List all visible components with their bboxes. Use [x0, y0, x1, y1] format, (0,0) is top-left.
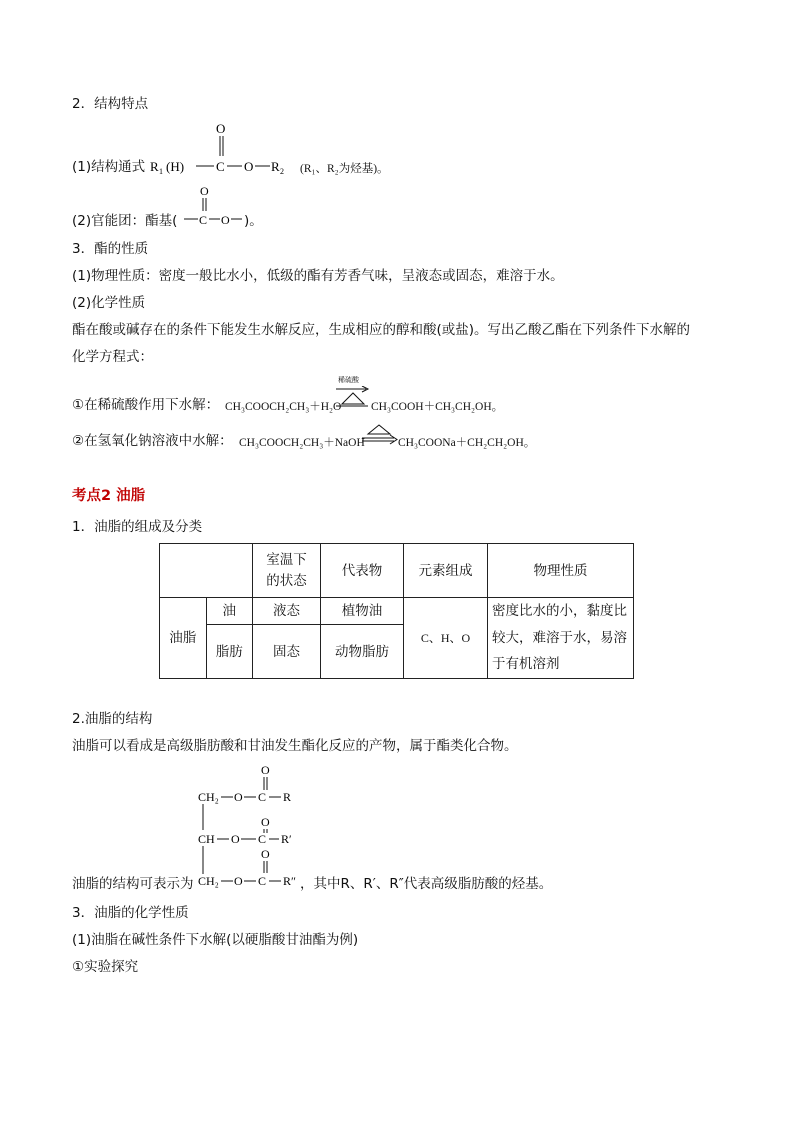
svg-text:O: O — [234, 790, 243, 804]
reaction-arrow-acid — [334, 386, 372, 410]
equation-acid-condition: 稀硫酸 — [338, 376, 359, 384]
formula-r1: R — [150, 159, 159, 174]
svg-text:CH₂: CH₂ — [198, 874, 219, 888]
formula-r2: R — [271, 159, 280, 174]
table-cell-fat-rep: 动物脂肪 — [321, 625, 404, 679]
physical-properties: (1)物理性质：密度一般比水小，低级的酯有芳香气味，呈液态或固态，难溶于水。 — [72, 268, 564, 284]
kaodian-heading: 考点2 油脂 — [72, 488, 146, 504]
general-formula-label: (1)结构通式 — [72, 159, 146, 175]
section-heading-properties: 3．酯的性质 — [72, 241, 149, 257]
svg-text:O: O — [234, 874, 243, 888]
svg-text:O: O — [261, 847, 270, 861]
section-heading-structure: 2．结构特点 — [72, 96, 149, 112]
table-header-state: 室温下的状态 — [253, 544, 321, 598]
formula-c: C — [216, 159, 225, 174]
svg-text:R: R — [283, 790, 292, 804]
functional-group-close: )。 — [244, 213, 263, 229]
formula-r1-sub: 1 — [159, 167, 163, 176]
formula-carbonyl-o: O — [216, 121, 226, 136]
table-cell-fat-state: 固态 — [253, 625, 321, 679]
svg-text:R″: R″ — [283, 874, 297, 888]
hydrolysis-paragraph-cont: 化学方程式： — [72, 349, 153, 365]
svg-text:C: C — [258, 874, 267, 888]
fat-structure-heading: 2.油脂的结构 — [72, 711, 153, 727]
reaction-arrow-base — [360, 424, 400, 446]
equation-acid-reactants: CH₃COOCH₂CH₃＋H₂O — [225, 401, 342, 413]
equation-base-label: ②在氢氧化钠溶液中水解： — [72, 433, 233, 449]
svg-text:R′: R′ — [281, 832, 292, 846]
svg-text:O: O — [261, 815, 270, 829]
ester-c: C — [199, 213, 208, 227]
general-formula-note: (R₁、R₂为烃基)。 — [300, 163, 389, 175]
svg-text:O: O — [261, 763, 270, 777]
table-header-representative: 代表物 — [321, 544, 404, 598]
svg-text:CH₂: CH₂ — [198, 790, 219, 804]
ester-o: O — [221, 213, 230, 227]
fat-alkaline-hydrolysis: (1)油脂在碱性条件下水解(以硬脂酸甘油酯为例) — [72, 932, 359, 948]
fat-formula-label: 油脂的结构可表示为 — [72, 876, 194, 892]
equation-acid-label: ①在稀硫酸作用下水解： — [72, 397, 220, 413]
formula-o: O — [244, 159, 254, 174]
fat-formula-note: ，其中R、R′、R″代表高级脂肪酸的烃基。 — [300, 876, 553, 892]
svg-text:O: O — [231, 832, 240, 846]
fat-composition-heading: 1．油脂的组成及分类 — [72, 519, 203, 535]
table-cell-oil-state: 液态 — [253, 598, 321, 625]
table-header-elements: 元素组成 — [404, 544, 488, 598]
table-row-group-fat: 油脂 — [160, 598, 207, 679]
table-corner-cell — [160, 544, 253, 598]
formula-h: (H) — [166, 159, 185, 174]
table-cell-oil: 油 — [206, 598, 253, 625]
fat-structure-description: 油脂可以看成是高级脂肪酸和甘油发生酯化反应的产物，属于酯类化合物。 — [72, 738, 518, 754]
table-cell-properties: 密度比水的小，黏度比较大，难溶于水，易溶于有机溶剂 — [488, 598, 634, 679]
triglyceride-structure — [194, 760, 314, 894]
svg-text:CH: CH — [198, 832, 215, 846]
fat-chem-properties-heading: 3．油脂的化学性质 — [72, 905, 189, 921]
hydrolysis-paragraph: 酯在酸或碱存在的条件下能发生水解反应，生成相应的醇和酸(或盐)。写出乙酸乙酯在下列条件下水解的 — [72, 322, 691, 338]
table-cell-fat: 脂肪 — [206, 625, 253, 679]
table-header-properties: 物理性质 — [488, 544, 634, 598]
experiment-heading: ①实验探究 — [72, 959, 139, 975]
equation-base-products: CH₃COONa＋CH₂CH₂OH。 — [398, 437, 536, 449]
table-cell-oil-rep: 植物油 — [321, 598, 404, 625]
svg-text:C: C — [258, 790, 267, 804]
equation-acid-products: CH₃COOH＋CH₃CH₂OH。 — [371, 401, 504, 413]
table-cell-elements: C、H、O — [404, 598, 488, 679]
general-formula-structure — [146, 118, 296, 180]
ester-carbonyl-o: O — [200, 184, 209, 198]
equation-base-reactants: CH₃COOCH₂CH₃＋NaOH — [239, 437, 365, 449]
formula-r2-sub: 2 — [280, 167, 284, 176]
svg-text:C: C — [258, 832, 267, 846]
ester-group-structure — [182, 181, 252, 227]
chemical-properties-heading: (2)化学性质 — [72, 295, 146, 311]
functional-group-label: (2)官能团：酯基( — [72, 213, 178, 229]
fat-classification-table — [159, 543, 634, 679]
